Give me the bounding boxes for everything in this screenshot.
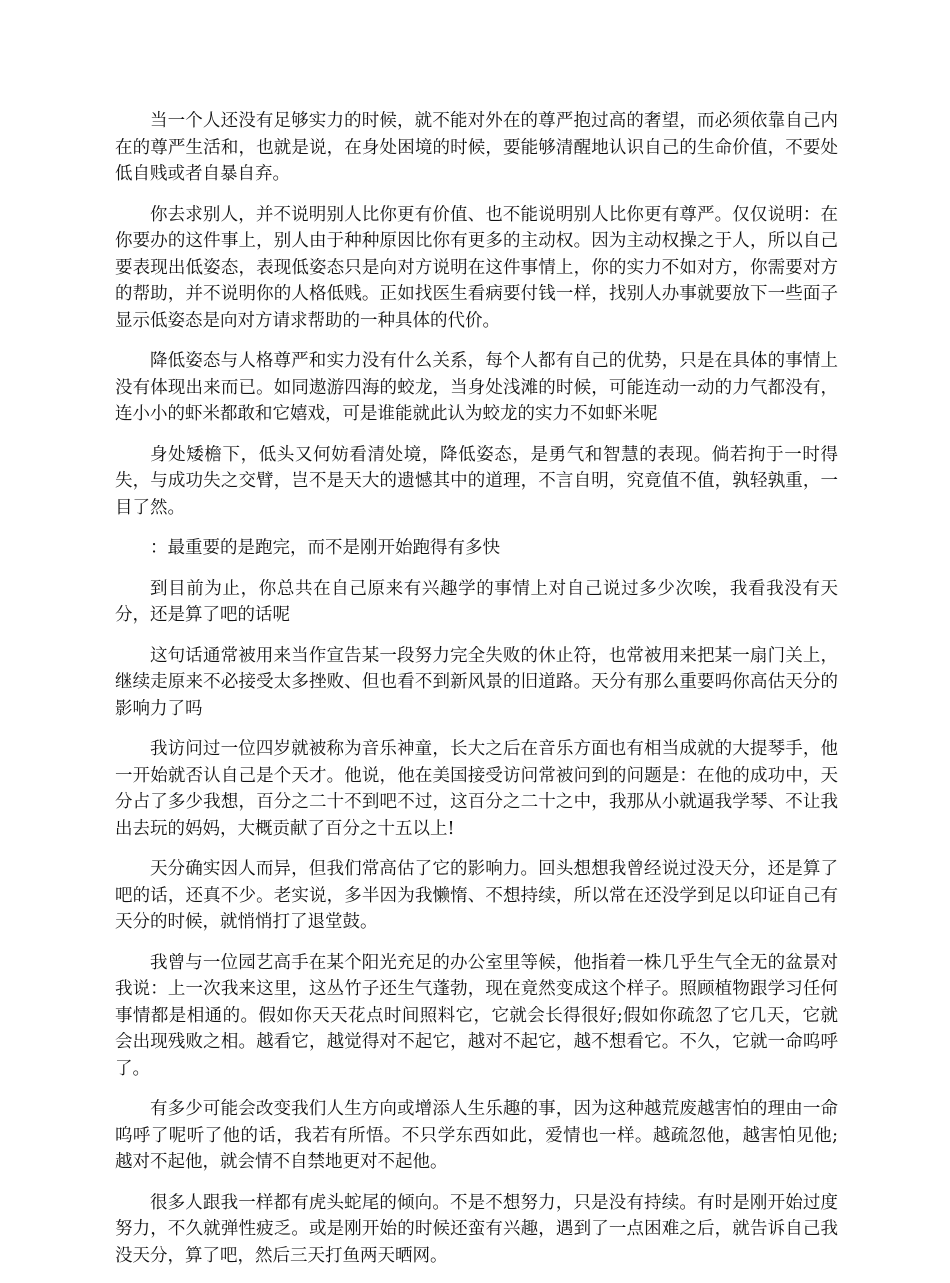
paragraph-10: 我曾与一位园艺高手在某个阳光充足的办公室里等候，他指着一株几乎生气全无的盆景对我说：上一次我来这里，这丛竹子还生气蓬勃，现在竟然变成这个样子。照顾植物跟学习任何事情都是相通的。假如你天天花点时间照料它，它就会长得很好;假如你疏忽了它几天，它就会出现残败之相。越看它，越觉得对不起它，越对不起它，越不想看它。不久，它就一命呜呼了。 <box>115 952 838 1079</box>
paragraph-1: 当一个人还没有足够实力的时候，就不能对外在的尊严抱过高的奢望，而必须依靠自己内在的尊严生活和，也就是说，在身处困境的时候，要能够清醒地认识自己的生命价值，不要处低自贱或者自暴自弃。 <box>115 111 838 184</box>
paragraph-5: ：最重要的是跑完，而不是刚开始跑得有多快 <box>150 538 500 558</box>
paragraph-8: 我访问过一位四岁就被称为音乐神童，长大之后在音乐方面也有相当成就的大提琴手，他一开始就否认自己是个天才。他说，他在美国接受访问常被问到的问题是：在他的成功中，天分占了多少我想，百分之二十不到吧不过，这百分之二十之中，我那从小就逼我学琴、不让我出去玩的妈妈，大概贡献了百分之十五以上! <box>115 739 838 839</box>
paragraph-7: 这句话通常被用来当作宣告某一段努力完全失败的休止符，也常被用来把某一扇门关上，继续走原来不必接受太多挫败、但也看不到新风景的旧道路。天分有那么重要吗你高估天分的影响力了吗 <box>115 645 838 719</box>
document-body <box>115 108 838 1283</box>
paragraph-2: 你去求别人，并不说明别人比你更有价值、也不能说明别人比你更有尊严。仅仅说明：在你要办的这件事上，别人由于种种原因比你有更多的主动权。因为主动权操之于人，所以自己要表现出低姿态，表现低姿态只是向对方说明在这件事情上，你的实力不如对方，你需要对方的帮助，并不说明你的人格低贱。正如找医生看病要付钱一样，找别人办事就要放下一些面子显示低姿态是向对方请求帮助的一种具体的代价。 <box>115 204 838 331</box>
paragraph-12: 很多人跟我一样都有虎头蛇尾的倾向。不是不想努力，只是没有持续。有时是刚开始过度努力，不久就弹性疲乏。或是刚开始的时候还蛮有兴趣，遇到了一点困难之后，就告诉自己我没天分，算了吧，然后三天打鱼两天晒网。 <box>115 1192 838 1266</box>
paragraph-4: 身处矮檐下，低头又何妨看清处境，降低姿态，是勇气和智慧的表现。倘若拘于一时得失，与成功失之交臂，岂不是天大的遗憾其中的道理，不言自明，究竟值不值，孰轻孰重，一目了然。 <box>115 444 838 518</box>
paragraph-9: 天分确实因人而异，但我们常高估了它的影响力。回头想想我曾经说过没天分，还是算了吧的话，还真不少。老实说，多半因为我懒惰、不想持续，所以常在还没学到足以印证自己有天分的时候，就悄悄打了退堂鼓。 <box>115 859 838 932</box>
paragraph-6: 到目前为止，你总共在自己原来有兴趣学的事情上对自己说过多少次唉，我看我没有天分，还是算了吧的话呢 <box>115 578 838 625</box>
paragraph-11: 有多少可能会改变我们人生方向或增添人生乐趣的事，因为这种越荒废越害怕的理由一命呜呼了呢听了他的话，我若有所悟。不只学东西如此，爱情也一样。越疏忽他，越害怕见他;越对不起他，就会情不自禁地更对不起他。 <box>115 1099 838 1172</box>
paragraph-3: 降低姿态与人格尊严和实力没有什么关系，每个人都有自己的优势，只是在具体的事情上没有体现出来而已。如同遨游四海的蛟龙，当身处浅滩的时候，可能连动一动的力气都没有，连小小的虾米都敢和它嬉戏，可是谁能就此认为蛟龙的实力不如虾米呢 <box>115 351 838 424</box>
